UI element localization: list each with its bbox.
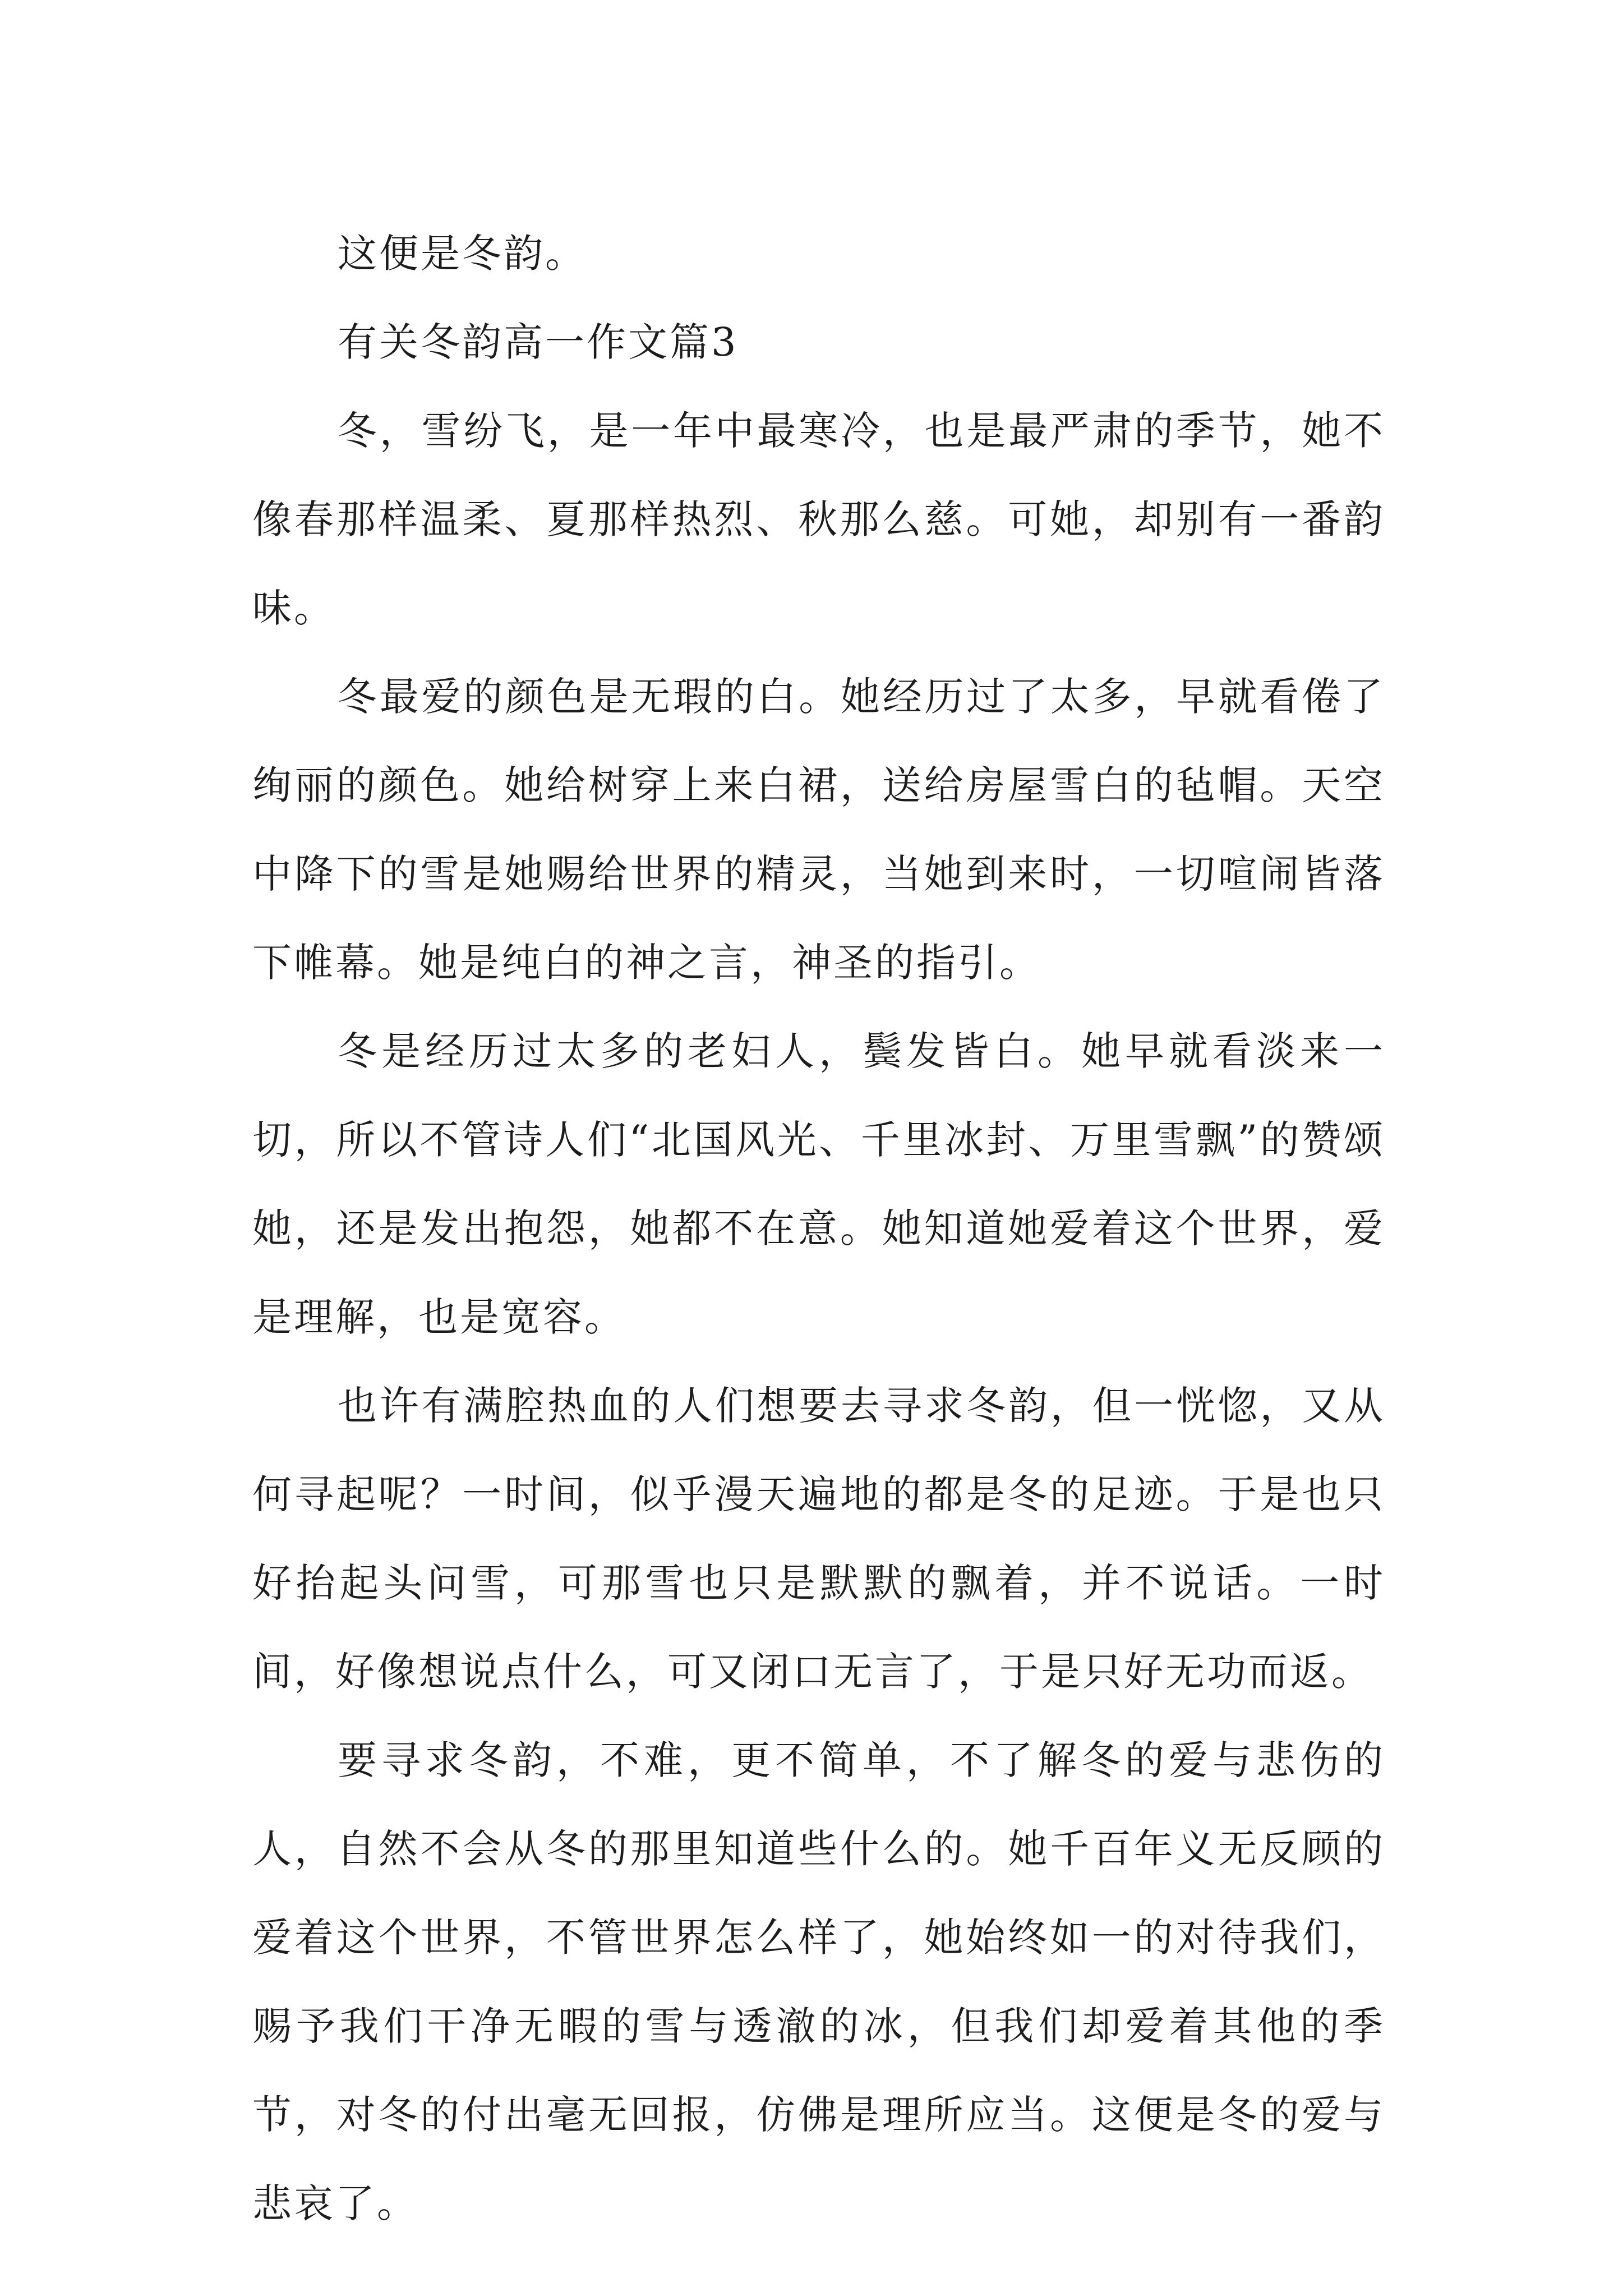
paragraph: 冬，雪纷飞，是一年中最寒冷，也是最严肃的季节，她不像春那样温柔、夏那样热烈、秋那么慈。可她，却别有一番韵味。 — [252, 408, 1385, 631]
paragraph: 这便是冬韵。 — [338, 231, 587, 277]
paragraph: 冬最爱的颜色是无瑕的白。她经历过了太多，早就看倦了绚丽的颜色。她给树穿上来白裙，送给房屋雪白的毡帽。天空中降下的雪是她赐给世界的精灵，当她到来时，一切喧闹皆落下帷幕。她是纯白的神之言，神圣的指引。 — [252, 674, 1385, 986]
paragraph: 要寻求冬韵，不难，更不简单，不了解冬的爱与悲伤的人，自然不会从冬的那里知道些什么的。她千百年义无反顾的爱着这个世界，不管世界怎么样了，她始终如一的对待我们，赐予我们干净无暇的雪与透澈的冰，但我们却爱着其他的季节，对冬的付出毫无回报，仿佛是理所应当。这便是冬的爱与悲哀了。 — [252, 1737, 1385, 2226]
paragraph: 也许有满腔热血的人们想要去寻求冬韵，但一恍惚，又从何寻起呢？一时间，似乎漫天遍地的都是冬的足迹。于是也只好抬起头问雪，可那雪也只是默默的飘着，并不说话。一时间，好像想说点什么，可又闭口无言了，于是只好无功而返。 — [252, 1383, 1385, 1695]
paragraph: 冬是经历过太多的老妇人，鬓发皆白。她早就看淡来一切，所以不管诗人们“北国风光、千里冰封、万里雪飘”的赞颂她，还是发出抱怨，她都不在意。她知道她爱着这个世界，爱是理解，也是宽容。 — [252, 1028, 1385, 1340]
section-heading: 有关冬韵高一作文篇3 — [338, 319, 739, 365]
document-body — [252, 209, 1385, 2248]
